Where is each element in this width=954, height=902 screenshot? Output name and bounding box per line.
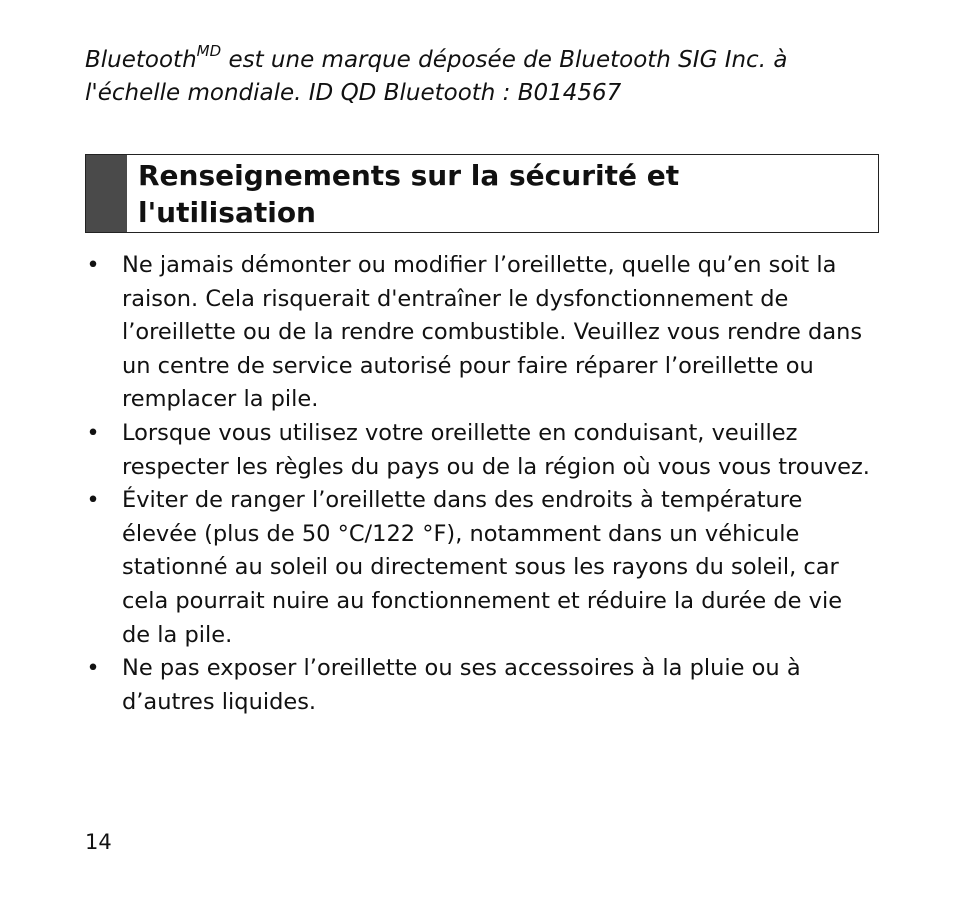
list-item (85, 249, 877, 417)
bullet-icon: • (86, 487, 100, 514)
section-title-line2: l'utilisation (138, 196, 316, 229)
list-item (85, 652, 877, 719)
section-title-line1: Renseignements sur la sécurité et (138, 159, 680, 192)
bullet-text: Ne pas exposer l’oreillette ou ses accessoires à la pluie ou à d’autres liquides. (122, 655, 801, 715)
bullet-text: Lorsque vous utilisez votre oreillette en conduisant, veuillez respecter les règles du pays ou de la région où vous vous trouvez. (122, 419, 870, 480)
trademark-line2: l'échelle mondiale. ID QD Bluetooth : B014567 (85, 80, 622, 106)
bullet-icon: • (86, 655, 100, 682)
trademark-notice (85, 44, 885, 110)
bullet-icon: • (86, 252, 100, 278)
bullet-text: Éviter de ranger l’oreillette dans des endroits à température élevée (plus de 50 °C/122 °F), notamment dans un véhicule stationné au soleil ou directement sous les rayons du soleil, car cela pourrait nuire au fonctionnement et réduire la durée de vie de la pile. (122, 487, 843, 648)
trademark-superscript: MD (196, 42, 222, 61)
trademark-line1-rest: est une marque déposée de Bluetooth SIG Inc. à (221, 47, 788, 73)
bullet-icon: • (86, 419, 100, 446)
section-heading-box (85, 154, 879, 233)
section-title (138, 157, 866, 231)
bullet-text: Ne jamais démonter ou modifier l’oreillette, quelle qu’en soit la raison. Cela risquerait d'entraîner le dysfonctionnement de l’oreillette ou de la rendre combustible. Veuillez vous rendre dans un centre de service autorisé pour faire réparer l’oreillette ou remplacer la pile. (122, 252, 863, 413)
page-number: 14 (85, 830, 112, 854)
trademark-brand: Bluetooth (85, 47, 197, 73)
safety-bullet-list (85, 249, 877, 719)
list-item (85, 484, 877, 652)
heading-accent-bar (86, 155, 127, 232)
list-item (85, 417, 877, 484)
